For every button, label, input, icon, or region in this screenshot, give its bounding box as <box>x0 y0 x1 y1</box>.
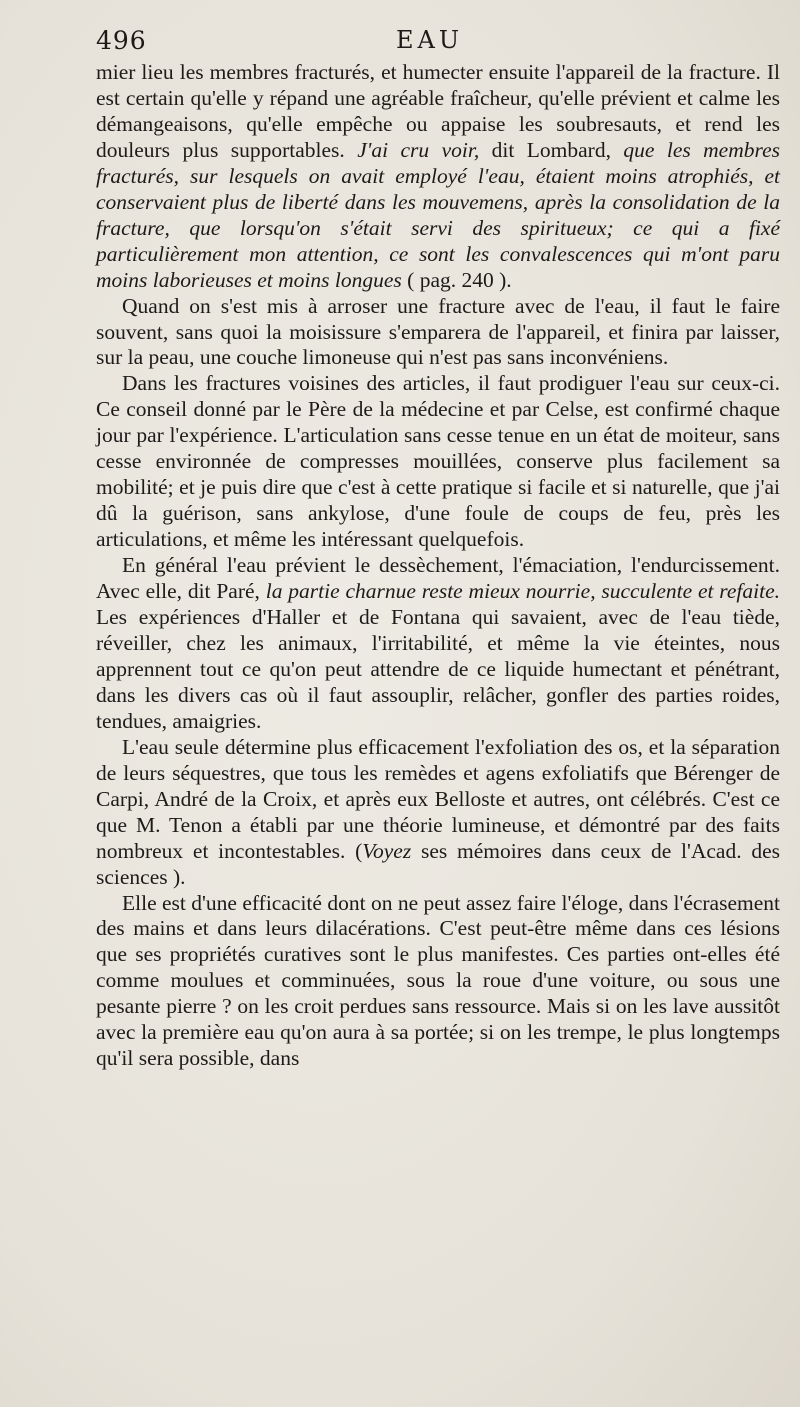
paragraph-continued <box>96 60 780 294</box>
text-segment: Elle est d'une efficacité dont on ne peut assez faire l'éloge, dans l'écrasement des mains et dans leurs dilacérations. C'est peut-être même dans ces lésions que ses propriétés curatives sont le plus manifestes. Ces parties ont-elles été comme moulues et comminuées, sous la roue d'une voiture, ou sous une pesante pierre ? on les croit perdues sans ressource. Mais si on les lave aussitôt avec la première eau qu'on aura à sa portée; si on les trempe, le plus longtemps qu'il sera possible, dans <box>96 890 780 1071</box>
page-header <box>96 26 776 56</box>
page-number: 496 <box>96 26 147 55</box>
italic-quote: que les membres fracturés, sur lesquels on avait employé l'eau, étaient moins atrophiés, et conservaient plus de liberté dans les mouvemens, après la consolidation de la fracture, que lorsqu'on s'était servi des spiritueux; ce qui a fixé particulièrement mon attention, ce sont les convalescences qui m'ont paru moins laborieuses et moins longues <box>96 137 780 292</box>
paragraph <box>96 371 780 553</box>
paragraph <box>96 891 780 1073</box>
text-segment: dit Lombard, <box>479 137 624 162</box>
italic-reference: Voyez <box>362 838 412 863</box>
text-segment: Les expériences d'Haller et de Fontana qui savaient, avec de l'eau tiède, réveiller, chez les animaux, l'irritabilité, et même la vie éteintes, nous apprennent tout ce qu'on peut attendre de ce liquide humectant et pénétrant, dans les divers cas où il faut assouplir, relâcher, gonfler des parties roides, tendues, amaigries. <box>96 605 780 733</box>
text-segment: L'eau seule détermine plus efficacement l'exfoliation des os, et la séparation de leurs séquestres, que tous les remèdes et agens exfoliatifs que Bérenger de Carpi, André de la Croix, et après eux Belloste et autres, ont célébrés. C'est ce que M. Tenon a établi par une théorie lumineuse, et démontré par des faits nombreux et incontestables. ( <box>96 734 780 863</box>
text-segment: mier lieu les membres fracturés, et humecter ensuite l'appareil de la fracture. Il est certain qu'elle y répand une agréable fraîcheur, qu'elle prévient et calme les démangeaisons, qu'elle empêche ou appaise les soubresauts, et rend les douleurs plus supportables. <box>96 60 780 162</box>
paragraph <box>96 735 780 891</box>
text-segment: Quand on s'est mis à arroser une fracture avec de l'eau, il faut le faire souvent, sans quoi la moisissure s'emparera de l'appareil, et finira par laisser, sur la peau, une couche limoneuse qui n'est pas sans inconvéniens. <box>96 293 780 370</box>
paragraph <box>96 294 780 372</box>
italic-quote: J'ai cru voir, <box>357 137 480 162</box>
italic-quote: la partie charnue reste mieux nourrie, succulente et refaite. <box>265 579 780 604</box>
running-head: EAU <box>396 26 464 54</box>
text-segment: En général l'eau prévient le dessèchement, l'émaciation, l'endurcissement. Avec elle, dit Paré, <box>96 553 780 604</box>
text-segment: Dans les fractures voisines des articles, il faut prodiguer l'eau sur ceux-ci. Ce conseil donné par le Père de la médecine et par Celse, est confirmé chaque jour par l'expérience. L'articulation sans cesse tenue en un état de moiteur, sans cesse environnée de compresses mouillées, conserve plus facilement sa mobilité; et je puis dire que c'est à cette pratique si facile et si naturelle, que j'ai dû la guérison, sans ankylose, d'une foule de coups de feu, près les articulations, et même les intéressant quelquefois. <box>96 371 780 552</box>
paragraph <box>96 553 780 735</box>
text-segment: ses mémoires dans ceux de l'Acad. des sciences ). <box>96 838 781 889</box>
text-segment: ( pag. 240 ). <box>401 267 512 292</box>
body-text <box>96 60 780 1072</box>
